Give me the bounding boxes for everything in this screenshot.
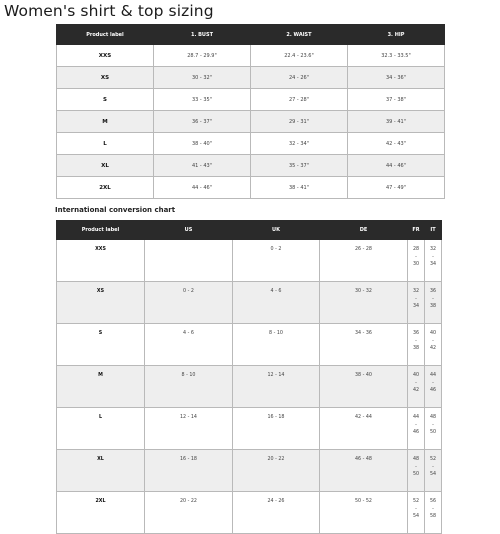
waist-value: 29 - 31"	[251, 111, 348, 133]
it-value-part: 44	[429, 373, 437, 378]
conversion-table	[56, 220, 442, 534]
table-row	[57, 67, 445, 89]
size-label: XS	[57, 282, 145, 324]
it-value-part: -	[432, 296, 434, 302]
it-value-part: -	[432, 254, 434, 260]
fr-value-part: -	[415, 380, 417, 386]
it-value-part: 34	[429, 262, 437, 267]
conversion-header-row	[57, 221, 442, 240]
conversion-chart-title: International conversion chart	[55, 206, 176, 214]
header-de: DE	[320, 221, 408, 240]
de-value: 26 - 28	[320, 240, 408, 282]
table-row	[57, 155, 445, 177]
us-value: 0 - 2	[145, 282, 233, 324]
page-title: Women's shirt & top sizing	[4, 2, 214, 20]
it-value	[425, 324, 442, 366]
table-row	[57, 45, 445, 67]
it-value-part: 56	[429, 499, 437, 504]
it-value-part: 50	[429, 430, 437, 435]
fr-value-part: 46	[412, 430, 420, 435]
fr-value-part: 38	[412, 346, 420, 351]
table-row	[57, 282, 442, 324]
fr-value	[408, 324, 425, 366]
size-label: XL	[57, 450, 145, 492]
us-value	[145, 240, 233, 282]
bust-value: 30 - 32"	[154, 67, 251, 89]
fr-value	[408, 450, 425, 492]
size-label: L	[57, 133, 154, 155]
us-value: 16 - 18	[145, 450, 233, 492]
it-value-part: -	[432, 380, 434, 386]
shirt-sizing-table	[56, 24, 445, 199]
header-hip: 3. HIP	[348, 25, 445, 45]
size-label: 2XL	[57, 492, 145, 534]
us-value: 12 - 14	[145, 408, 233, 450]
bust-value: 33 - 35"	[154, 89, 251, 111]
fr-value-part: 54	[412, 514, 420, 519]
size-label: L	[57, 408, 145, 450]
uk-value: 0 - 2	[233, 240, 320, 282]
fr-value-part: 32	[412, 289, 420, 294]
it-value	[425, 240, 442, 282]
hip-value: 42 - 43"	[348, 133, 445, 155]
fr-value	[408, 408, 425, 450]
size-label: XS	[57, 67, 154, 89]
size-label: S	[57, 89, 154, 111]
it-value	[425, 492, 442, 534]
header-waist: 2. WAIST	[251, 25, 348, 45]
hip-value: 34 - 36"	[348, 67, 445, 89]
uk-value: 16 - 18	[233, 408, 320, 450]
it-value-part: 38	[429, 304, 437, 309]
waist-value: 38 - 41"	[251, 177, 348, 199]
size-label: XL	[57, 155, 154, 177]
it-value-part: 52	[429, 457, 437, 462]
header-bust: 1. BUST	[154, 25, 251, 45]
de-value: 46 - 48	[320, 450, 408, 492]
uk-value: 12 - 14	[233, 366, 320, 408]
table-row	[57, 366, 442, 408]
fr-value-part: 30	[412, 262, 420, 267]
fr-value-part: 36	[412, 331, 420, 336]
waist-value: 27 - 28"	[251, 89, 348, 111]
us-value: 4 - 6	[145, 324, 233, 366]
size-label: XXS	[57, 45, 154, 67]
size-label: M	[57, 111, 154, 133]
hip-value: 37 - 38"	[348, 89, 445, 111]
hip-value: 32.3 - 33.5"	[348, 45, 445, 67]
fr-value-part: 44	[412, 415, 420, 420]
waist-value: 32 - 34"	[251, 133, 348, 155]
it-value-part: -	[432, 464, 434, 470]
it-value-part: 48	[429, 415, 437, 420]
fr-value-part: -	[415, 296, 417, 302]
size-label: M	[57, 366, 145, 408]
table-row	[57, 492, 442, 534]
conversion-table-body	[57, 240, 442, 534]
fr-value-part: 52	[412, 499, 420, 504]
fr-value-part: -	[415, 254, 417, 260]
table-row	[57, 111, 445, 133]
hip-value: 39 - 41"	[348, 111, 445, 133]
us-value: 20 - 22	[145, 492, 233, 534]
fr-value-part: 40	[412, 373, 420, 378]
header-fr: FR	[408, 221, 425, 240]
uk-value: 20 - 22	[233, 450, 320, 492]
de-value: 50 - 52	[320, 492, 408, 534]
header-product-label: Product label	[57, 221, 145, 240]
fr-value	[408, 492, 425, 534]
size-label: S	[57, 324, 145, 366]
fr-value	[408, 282, 425, 324]
fr-value-part: 50	[412, 472, 420, 477]
size-label: XXS	[57, 240, 145, 282]
it-value	[425, 408, 442, 450]
waist-value: 22.4 - 23.6"	[251, 45, 348, 67]
hip-value: 44 - 46"	[348, 155, 445, 177]
fr-value	[408, 240, 425, 282]
fr-value-part: 28	[412, 247, 420, 252]
fr-value-part: 34	[412, 304, 420, 309]
bust-value: 38 - 40"	[154, 133, 251, 155]
table-row	[57, 324, 442, 366]
it-value-part: 36	[429, 289, 437, 294]
it-value	[425, 366, 442, 408]
fr-value-part: 42	[412, 388, 420, 393]
waist-value: 35 - 37"	[251, 155, 348, 177]
sizing-header-row	[57, 25, 445, 45]
it-value	[425, 450, 442, 492]
header-us: US	[145, 221, 233, 240]
fr-value-part: 48	[412, 457, 420, 462]
uk-value: 4 - 6	[233, 282, 320, 324]
size-label: 2XL	[57, 177, 154, 199]
table-row	[57, 450, 442, 492]
table-row	[57, 133, 445, 155]
us-value: 8 - 10	[145, 366, 233, 408]
it-value-part: -	[432, 506, 434, 512]
table-row	[57, 240, 442, 282]
uk-value: 24 - 26	[233, 492, 320, 534]
bust-value: 36 - 37"	[154, 111, 251, 133]
header-product-label: Product label	[57, 25, 154, 45]
fr-value-part: -	[415, 506, 417, 512]
waist-value: 24 - 26"	[251, 67, 348, 89]
it-value-part: 40	[429, 331, 437, 336]
it-value	[425, 282, 442, 324]
de-value: 34 - 36	[320, 324, 408, 366]
header-it: IT	[425, 221, 442, 240]
de-value: 30 - 32	[320, 282, 408, 324]
it-value-part: 46	[429, 388, 437, 393]
bust-value: 41 - 43"	[154, 155, 251, 177]
bust-value: 44 - 46"	[154, 177, 251, 199]
fr-value	[408, 366, 425, 408]
fr-value-part: -	[415, 338, 417, 344]
fr-value-part: -	[415, 464, 417, 470]
it-value-part: 58	[429, 514, 437, 519]
hip-value: 47 - 49"	[348, 177, 445, 199]
de-value: 38 - 40	[320, 366, 408, 408]
it-value-part: 42	[429, 346, 437, 351]
table-row	[57, 89, 445, 111]
bust-value: 28.7 - 29.9"	[154, 45, 251, 67]
table-row	[57, 408, 442, 450]
header-uk: UK	[233, 221, 320, 240]
it-value-part: -	[432, 338, 434, 344]
table-row	[57, 177, 445, 199]
it-value-part: -	[432, 422, 434, 428]
it-value-part: 32	[429, 247, 437, 252]
it-value-part: 54	[429, 472, 437, 477]
sizing-table-body	[57, 45, 445, 199]
uk-value: 8 - 10	[233, 324, 320, 366]
fr-value-part: -	[415, 422, 417, 428]
de-value: 42 - 44	[320, 408, 408, 450]
